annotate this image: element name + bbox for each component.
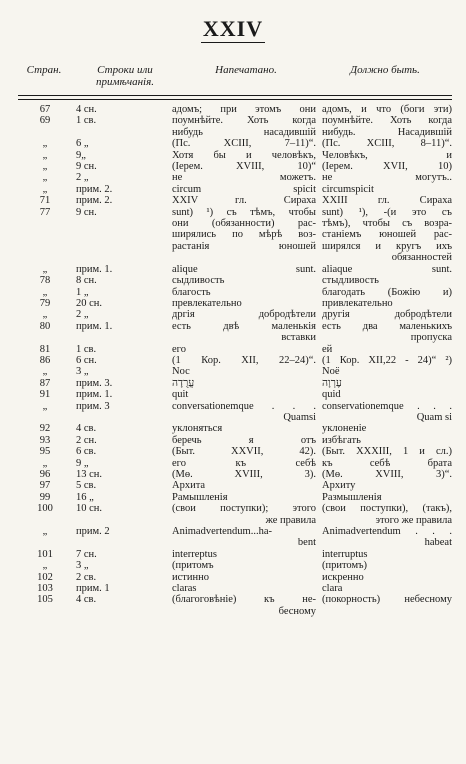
correct-cell — [322, 458, 452, 469]
correct-cell — [322, 104, 452, 115]
printed-cell — [172, 378, 322, 389]
correct-cell — [322, 115, 452, 138]
printed-text-line: quit — [172, 389, 189, 401]
page-cell: „ — [42, 400, 48, 412]
printed-cell — [172, 195, 322, 206]
lines-cell: 4 св. — [76, 594, 97, 606]
errata-row — [18, 115, 452, 138]
correct-cell — [322, 401, 452, 424]
errata-row — [18, 138, 452, 149]
printed-text-line: bent — [297, 537, 316, 549]
correct-text-line: (Быт. XXXIII, 1 и сл.) — [322, 446, 452, 458]
lines-cell: 13 сн. — [76, 469, 103, 480]
correct-cell — [322, 560, 452, 571]
printed-cell — [172, 560, 322, 571]
correct-cell — [322, 138, 452, 149]
printed-text-line: же правила — [265, 514, 316, 526]
errata-row — [18, 172, 452, 183]
printed-cell — [172, 435, 322, 446]
correct-cell — [322, 366, 452, 377]
page-cell: 105 — [37, 594, 53, 606]
correct-text-line: עֶרְוָה — [322, 377, 342, 389]
printed-cell — [172, 138, 322, 149]
correct-text-line: нибудь. Насадившій — [322, 126, 452, 138]
printed-text-line: Quamsi — [283, 411, 316, 423]
printed-text-line: Архита — [172, 480, 206, 492]
lines-cell: 2 „ — [76, 309, 89, 321]
printed-text-line: беречь я отъ — [172, 434, 316, 446]
printed-cell — [172, 115, 322, 138]
correct-text-line: обязанностей — [391, 252, 452, 264]
errata-row — [18, 503, 452, 526]
lines-cell: прим. 1. — [76, 389, 113, 401]
printed-text-line: его къ себѣ — [172, 457, 316, 469]
errata-row — [18, 480, 452, 491]
lines-cell: прим. 1. — [76, 320, 113, 332]
correct-text-line: Архиту — [322, 480, 356, 492]
page-cell: 80 — [39, 320, 51, 332]
correct-text-line: этого же правила — [375, 514, 452, 526]
errata-row — [18, 275, 452, 286]
errata-row — [18, 150, 452, 161]
correct-text-line: habeat — [424, 537, 452, 549]
errata-row — [18, 207, 452, 264]
printed-cell — [172, 423, 322, 434]
correct-text-line: ей — [322, 343, 333, 355]
printed-text-line: (Пс. XCIII, 7–11)“. — [172, 138, 316, 150]
page-cell: „ — [42, 309, 48, 321]
errata-row — [18, 195, 452, 206]
printed-text-line: есть двѣ маленькія — [172, 320, 316, 332]
printed-text-line: превлекательно — [172, 297, 242, 309]
printed-cell — [172, 355, 322, 366]
page-cell: 92 — [39, 423, 51, 435]
errata-row — [18, 378, 452, 389]
page-cell: 87 — [39, 377, 51, 389]
printed-text-line: благость — [172, 286, 211, 298]
printed-text-line: уклоняться — [172, 423, 223, 435]
printed-cell — [172, 526, 322, 549]
errata-row — [18, 423, 452, 434]
errata-row — [18, 287, 452, 298]
lines-cell: 5 св. — [76, 480, 97, 492]
page-cell: 103 — [37, 583, 53, 595]
page-cell: 78 — [39, 275, 51, 287]
printed-text-line: Nос — [172, 366, 190, 378]
errata-row — [18, 344, 452, 355]
printed-text-line: conversationemque . . . — [172, 400, 316, 412]
lines-cell: прим. 2. — [76, 183, 113, 195]
correct-cell — [322, 264, 452, 275]
errata-row — [18, 389, 452, 400]
page-cell: „ — [42, 366, 48, 378]
header-page: Стран. — [26, 64, 62, 76]
correct-text-line: благодать (Божію и) — [322, 286, 452, 298]
printed-cell — [172, 275, 322, 286]
printed-cell — [172, 401, 322, 424]
printed-text-line: истинно — [172, 571, 209, 583]
correct-text-line: quid — [322, 389, 341, 401]
correct-text-line: XXIII гл. Сираха — [322, 195, 452, 207]
page-cell: „ — [42, 286, 48, 298]
printed-cell — [172, 480, 322, 491]
correct-cell — [322, 161, 452, 172]
lines-cell: 7 сн. — [76, 548, 97, 560]
lines-cell: 8 сн. — [76, 275, 97, 287]
correct-text-line: (Пс. XCIII, 8–11)“. — [322, 138, 452, 150]
correct-text-line: Quam si — [416, 411, 452, 423]
correct-cell — [322, 344, 452, 355]
lines-cell: прим. 3. — [76, 377, 113, 389]
printed-cell — [172, 458, 322, 469]
lines-cell: 3 „ — [76, 560, 89, 572]
correct-text-line: избѣгать — [322, 434, 361, 446]
printed-cell — [172, 583, 322, 594]
lines-cell: 6 сн. — [76, 354, 97, 366]
printed-cell — [172, 207, 322, 264]
printed-text-line: Animadvertendum...ha- — [172, 526, 273, 538]
page-cell: 86 — [39, 354, 51, 366]
correct-text-line: (Iерем. XVII, 10) — [322, 161, 452, 173]
correct-text-line: пропуска — [410, 332, 452, 344]
header-lines: Строки или примѣчанія. — [96, 64, 154, 88]
lines-cell: 9 сн. — [76, 206, 97, 218]
errata-row — [18, 104, 452, 115]
printed-cell — [172, 321, 322, 344]
printed-cell — [172, 469, 322, 480]
page-cell: „ — [42, 457, 48, 469]
printed-cell — [172, 503, 322, 526]
printed-cell — [172, 492, 322, 503]
errata-row — [18, 526, 452, 549]
correct-cell — [322, 321, 452, 344]
correct-cell — [322, 275, 452, 286]
lines-cell: 1 св. — [76, 343, 97, 355]
correct-cell — [322, 480, 452, 491]
printed-cell — [172, 344, 322, 355]
header-correct: Должно быть. — [350, 64, 420, 76]
lines-cell: 9„ — [76, 149, 86, 161]
printed-cell — [172, 309, 322, 320]
printed-cell — [172, 264, 322, 275]
printed-text-line: сыдливость — [172, 275, 225, 287]
errata-row — [18, 492, 452, 503]
header-rule-bottom — [18, 99, 452, 100]
printed-text-line: нибудь насадившій — [172, 126, 316, 138]
page-cell: 93 — [39, 434, 51, 446]
page-cell: „ — [42, 183, 48, 195]
printed-cell — [172, 298, 322, 309]
lines-cell: 6 св. — [76, 446, 97, 458]
lines-cell: прим. 2. — [76, 195, 113, 207]
correct-text-line: (притомъ) — [322, 560, 368, 572]
correct-cell — [322, 207, 452, 264]
correct-cell — [322, 469, 452, 480]
correct-text-line: (1 Кор. XII,22 - 24)“ ²) — [322, 354, 452, 366]
correct-text-line: Animadvertendum . . . — [322, 526, 452, 538]
correct-text-line: есть два маленькихъ — [322, 320, 452, 332]
page-cell: „ — [42, 161, 48, 173]
printed-cell — [172, 549, 322, 560]
lines-cell: 1 „ — [76, 286, 89, 298]
page-cell: 100 — [37, 503, 53, 515]
correct-text-line: уклоненіе — [322, 423, 367, 435]
printed-text-line: они (обязанности) рас- — [172, 218, 316, 230]
errata-row — [18, 560, 452, 571]
lines-cell: 9 сн. — [76, 161, 97, 173]
page-cell: 91 — [39, 389, 51, 401]
correct-text-line: Размышленія — [322, 491, 382, 503]
printed-text-line: вставки — [281, 332, 316, 344]
printed-cell — [172, 161, 322, 172]
correct-text-line: другія добродѣтели — [322, 309, 452, 321]
printed-text-line: (свои поступки); этого — [172, 503, 316, 515]
correct-cell — [322, 492, 452, 503]
printed-cell — [172, 572, 322, 583]
page-cell: 67 — [39, 104, 51, 115]
correct-cell — [322, 309, 452, 320]
header-printed: Напечатано. — [215, 64, 277, 76]
errata-row — [18, 549, 452, 560]
page-number: XXIV — [202, 16, 264, 41]
errata-body — [18, 104, 452, 617]
correct-text-line: стыдливость — [322, 275, 379, 287]
printed-cell — [172, 104, 322, 115]
printed-text-line: interreptus — [172, 548, 217, 560]
page-cell: „ — [42, 138, 48, 150]
page-cell: 77 — [39, 206, 51, 218]
correct-cell — [322, 195, 452, 206]
errata-row — [18, 401, 452, 424]
errata-row — [18, 446, 452, 457]
lines-cell: 3 „ — [76, 366, 89, 378]
correct-text-line: (свои поступки), (такъ), — [322, 503, 452, 515]
correct-cell — [322, 594, 452, 617]
errata-row — [18, 321, 452, 344]
errata-row — [18, 469, 452, 480]
printed-text-line: его — [172, 343, 186, 355]
printed-text-line: бесному — [278, 605, 316, 617]
correct-text-line: Noё — [322, 366, 340, 378]
printed-cell — [172, 172, 322, 183]
lines-cell: 6 „ — [76, 138, 89, 150]
page-cell: „ — [42, 263, 48, 275]
lines-cell: 20 сн. — [76, 297, 103, 309]
lines-cell: 2 св. — [76, 571, 97, 583]
printed-cell — [172, 366, 322, 377]
correct-text-line: не могутъ.. — [322, 172, 452, 184]
printed-text-line: XXIV гл. Сираха — [172, 195, 316, 207]
lines-cell: 9 „ — [76, 457, 89, 469]
correct-text-line: sunt) ¹), -(и это съ — [322, 206, 452, 218]
correct-cell — [322, 572, 452, 583]
errata-row — [18, 435, 452, 446]
lines-cell: прим. 3 — [76, 400, 110, 412]
correct-text-line: станіемъ юношей рас- — [322, 229, 452, 241]
correct-text-line: тѣмъ), чтобы съ возра- — [322, 218, 452, 230]
correct-text-line: aliaque sunt. — [322, 263, 452, 275]
errata-row — [18, 298, 452, 309]
printed-cell — [172, 594, 322, 617]
correct-text-line: ширялся и кругъ ихъ — [322, 240, 452, 252]
printed-text-line: адомъ; при этомъ они — [172, 104, 316, 115]
errata-row — [18, 583, 452, 594]
errata-row — [18, 458, 452, 469]
printed-text-line: claras — [172, 583, 197, 595]
errata-table — [18, 104, 452, 617]
printed-text-line: (Мѳ. XVIII, 3). — [172, 469, 316, 480]
printed-cell — [172, 389, 322, 400]
correct-cell — [322, 355, 452, 366]
printed-text-line: עֲרֻדָה — [172, 377, 195, 389]
printed-text-line: поумнѣйте. Хоть когда — [172, 115, 316, 127]
correct-text-line: Человѣкъ, и — [322, 149, 452, 161]
correct-text-line: conservationemque . . . — [322, 400, 452, 412]
page-cell: 79 — [39, 297, 51, 309]
page-cell: „ — [42, 526, 48, 538]
printed-text-line: дргія добродѣтели — [172, 309, 316, 321]
correct-text-line: поумнѣйте. Хоть когда — [322, 115, 452, 127]
lines-cell: 2 сн. — [76, 434, 97, 446]
printed-cell — [172, 287, 322, 298]
printed-text-line: sunt) ¹) съ тѣмъ, чтобы — [172, 206, 316, 218]
page-cell: 71 — [39, 195, 51, 207]
lines-cell: 4 сн. — [76, 104, 97, 115]
page-cell: „ — [42, 172, 48, 184]
lines-cell: 10 сн. — [76, 503, 103, 515]
printed-text-line: (1 Кор. XII, 22–24)“. — [172, 354, 316, 366]
errata-row — [18, 161, 452, 172]
errata-row — [18, 184, 452, 195]
correct-text-line: (покорность) небесному — [322, 594, 452, 606]
printed-text-line: (Iерем. XVIII, 10)“ — [172, 161, 316, 173]
lines-cell: 16 „ — [76, 491, 94, 503]
correct-cell — [322, 172, 452, 183]
correct-text-line: clara — [322, 583, 343, 595]
page-cell: „ — [42, 149, 48, 161]
correct-cell — [322, 298, 452, 309]
page-cell: 96 — [39, 469, 51, 480]
correct-text-line: (Мѳ. XVIII, 3)“. — [322, 469, 452, 480]
printed-cell — [172, 446, 322, 457]
lines-cell: прим. 2 — [76, 526, 110, 538]
correct-cell — [322, 435, 452, 446]
page-cell: 97 — [39, 480, 51, 492]
lines-cell: прим. 1. — [76, 263, 113, 275]
printed-text-line: (притомъ — [172, 560, 214, 572]
page-cell: 69 — [39, 115, 51, 127]
lines-cell: 4 св. — [76, 423, 97, 435]
page-cell: 81 — [39, 343, 51, 355]
errata-row — [18, 264, 452, 275]
correct-text-line: привлекательно — [322, 297, 393, 309]
errata-row — [18, 572, 452, 583]
page-cell: 95 — [39, 446, 51, 458]
lines-cell: 2 „ — [76, 172, 89, 184]
correct-text-line: адомъ, и что (боги эти) — [322, 104, 452, 115]
page-cell: „ — [42, 560, 48, 572]
correct-cell — [322, 503, 452, 526]
printed-text-line: не можетъ. — [172, 172, 316, 184]
errata-row — [18, 594, 452, 617]
printed-text-line: alique sunt. — [172, 263, 316, 275]
printed-text-line: (Быт. XXVII, 42). — [172, 446, 316, 458]
printed-text-line: ширялись по мѣрѣ воз- — [172, 229, 316, 241]
correct-cell — [322, 389, 452, 400]
errata-row — [18, 366, 452, 377]
correct-cell — [322, 423, 452, 434]
page-cell: 102 — [37, 571, 53, 583]
correct-cell — [322, 583, 452, 594]
page-cell: 101 — [37, 548, 53, 560]
lines-cell: прим. 1 — [76, 583, 110, 595]
errata-row — [18, 309, 452, 320]
correct-cell — [322, 526, 452, 549]
correct-cell — [322, 378, 452, 389]
correct-cell — [322, 446, 452, 457]
printed-text-line: Рамышленія — [172, 491, 228, 503]
errata-row — [18, 355, 452, 366]
printed-cell — [172, 150, 322, 161]
printed-cell — [172, 184, 322, 195]
correct-cell — [322, 184, 452, 195]
correct-text-line: искренно — [322, 571, 364, 583]
printed-text-line: (благоговѣніе) къ не- — [172, 594, 316, 606]
correct-cell — [322, 150, 452, 161]
correct-cell — [322, 549, 452, 560]
printed-text-line: растанія юношей — [172, 240, 316, 252]
correct-text-line: interruptus — [322, 548, 368, 560]
lines-cell: 1 св. — [76, 115, 97, 127]
printed-text-line: Хотя бы и человѣкъ, — [172, 149, 316, 161]
page-cell: 99 — [39, 491, 51, 503]
correct-text-line: къ себѣ брата — [322, 457, 452, 469]
correct-text-line: circumspicit — [322, 183, 374, 195]
correct-cell — [322, 287, 452, 298]
header-rule-top — [18, 95, 452, 96]
printed-text-line: circum spicit — [172, 183, 316, 195]
